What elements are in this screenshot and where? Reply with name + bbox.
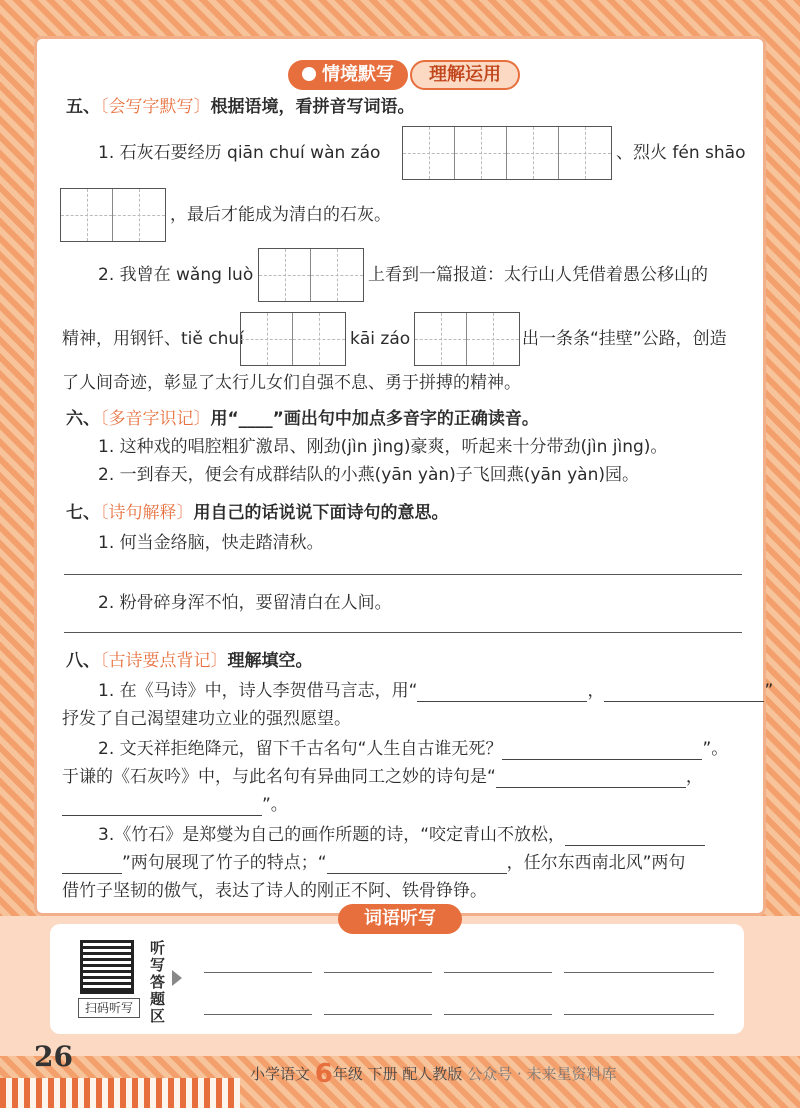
blank[interactable] [502,741,702,760]
footer-grade: 6 [314,1059,333,1089]
q5-line2-text: ，最后才能成为清白的石灰。 [170,205,391,225]
dictation-line[interactable] [444,1014,552,1015]
q8-line7 [62,852,685,874]
q-tag: 〔诗句解释〕 [100,503,194,523]
scan-label: 扫码听写 [78,998,140,1018]
answer-line[interactable] [64,574,742,575]
footer-subject: 小学语文 [250,1065,311,1083]
dictation-line[interactable] [564,1014,714,1015]
q-num: 八、 [66,651,100,671]
blank[interactable] [604,683,764,702]
answer-grid-2[interactable] [414,312,520,366]
quote-close: ”。 [702,739,729,759]
dictation-title: 词语听写 [338,904,462,934]
footer-stripes [0,1078,240,1108]
q8-line4 [62,766,703,788]
answer-area-label: 听写答题区 [150,939,166,1025]
q6-line1-text: 1. 这种戏的唱腔粗犷激昂、刚劲(jìn jìng)豪爽，听起来十分带劲(jìn jìng)。 [98,437,668,457]
comma: ， [685,767,703,787]
q8-line7-text-b: ，任尔东西南北风”两句 [506,853,686,873]
q5-line4-text: 精神，用钢钎、tiě chuí [62,329,244,349]
blank[interactable] [62,797,262,816]
q8-line1 [98,680,773,702]
blank[interactable] [327,855,507,874]
answer-line[interactable] [64,632,742,633]
q8-line3-text: 2. 文天祥拒绝降元，留下千古名句“人生自古谁无死？ [98,739,503,759]
answer-grid-2[interactable] [258,248,364,302]
q5-line4-text-c: 出一条条“挂壁”公路，创造 [522,329,727,349]
quote-close: ” [764,681,774,701]
q-tag: 〔古诗要点背记〕 [100,651,228,671]
dictation-line[interactable] [324,1014,432,1015]
q-tag: 〔会写字默写〕 [100,97,211,117]
q-title: 用“____”画出句中加点多音字的正确读音。 [210,409,539,429]
section-pill-understanding: 理解运用 [410,60,520,90]
question-5-heading [66,96,415,118]
section-pill-recitation [288,60,408,90]
q5-line3-text-b: 上看到一篇报道：太行山人凭借着愚公移山的 [368,265,708,285]
q6-line2-text: 2. 一到春天，便会有成群结队的小燕(yān yàn)子飞回燕(yān yàn)园。 [98,465,639,485]
question-7-heading [66,502,449,524]
blank[interactable] [496,769,686,788]
dictation-line[interactable] [444,972,552,973]
q7-line1-text: 1. 何当金络脑，快走踏清秋。 [98,533,324,553]
q5-line3-text: 2. 我曾在 wǎng luò [98,265,254,285]
answer-grid-2[interactable] [240,312,346,366]
page-number: 26 [34,1040,73,1073]
footer-info [250,1060,790,1088]
q5-line1-text: 1. 石灰石要经历 qiān chuí wàn záo [98,143,381,163]
dictation-line[interactable] [324,972,432,973]
q8-line8-text: 借竹子坚韧的傲气，表达了诗人的刚正不阿、铁骨铮铮。 [62,881,487,901]
dictation-line[interactable] [564,972,714,973]
q-tag: 〔多音字识记〕 [100,409,211,429]
q8-line3 [98,738,728,760]
watermark: 公众号 · 未来星资料库 [467,1065,617,1083]
q-num: 五、 [66,97,100,117]
qr-code-icon[interactable] [80,940,134,994]
quote-close: ”。 [262,795,288,815]
q7-line2-text: 2. 粉骨碎身浑不怕，要留清白在人间。 [98,593,392,613]
answer-grid-4[interactable] [402,126,612,180]
blank[interactable] [417,683,587,702]
dictation-line[interactable] [204,1014,312,1015]
badge-icon [302,67,316,81]
q5-line5-text: 了人间奇迹，彰显了太行儿女们自强不息、勇于拼搏的精神。 [62,373,521,393]
q8-line2-text: 抒发了自己渴望建功立业的强烈愿望。 [62,709,351,729]
footer-edition: 年级 下册 配人教版 [332,1065,463,1083]
q5-line1-text-b: 、烈火 fén shāo [616,143,746,163]
q8-line6 [98,824,705,846]
q8-line1-text: 1. 在《马诗》中，诗人李贺借马言志，用“ [98,681,418,701]
blank[interactable] [62,855,122,874]
question-6-heading [66,408,539,430]
q5-line4-text-b: kāi záo [350,329,411,349]
q8-line4-text: 于谦的《石灰吟》中，与此名句有异曲同工之妙的诗句是“ [62,767,496,787]
blank[interactable] [565,827,705,846]
q-title: 理解填空。 [227,651,313,671]
pill-label: 情境默写 [322,64,394,85]
q8-line5 [62,794,288,816]
question-8-heading [66,650,313,672]
dictation-line[interactable] [204,972,312,973]
q-num: 七、 [66,503,100,523]
comma: ， [587,681,605,701]
q8-line7-text: ”两句展现了竹子的特点；“ [122,853,327,873]
q8-line6-text: 3.《竹石》是郑燮为自己的画作所题的诗，“咬定青山不放松， [98,825,566,845]
arrow-right-icon [172,970,182,986]
q-title: 根据语境，看拼音写词语。 [210,97,415,117]
q-title: 用自己的话说说下面诗句的意思。 [193,503,449,523]
q-num: 六、 [66,409,100,429]
answer-grid-2[interactable] [60,188,166,242]
